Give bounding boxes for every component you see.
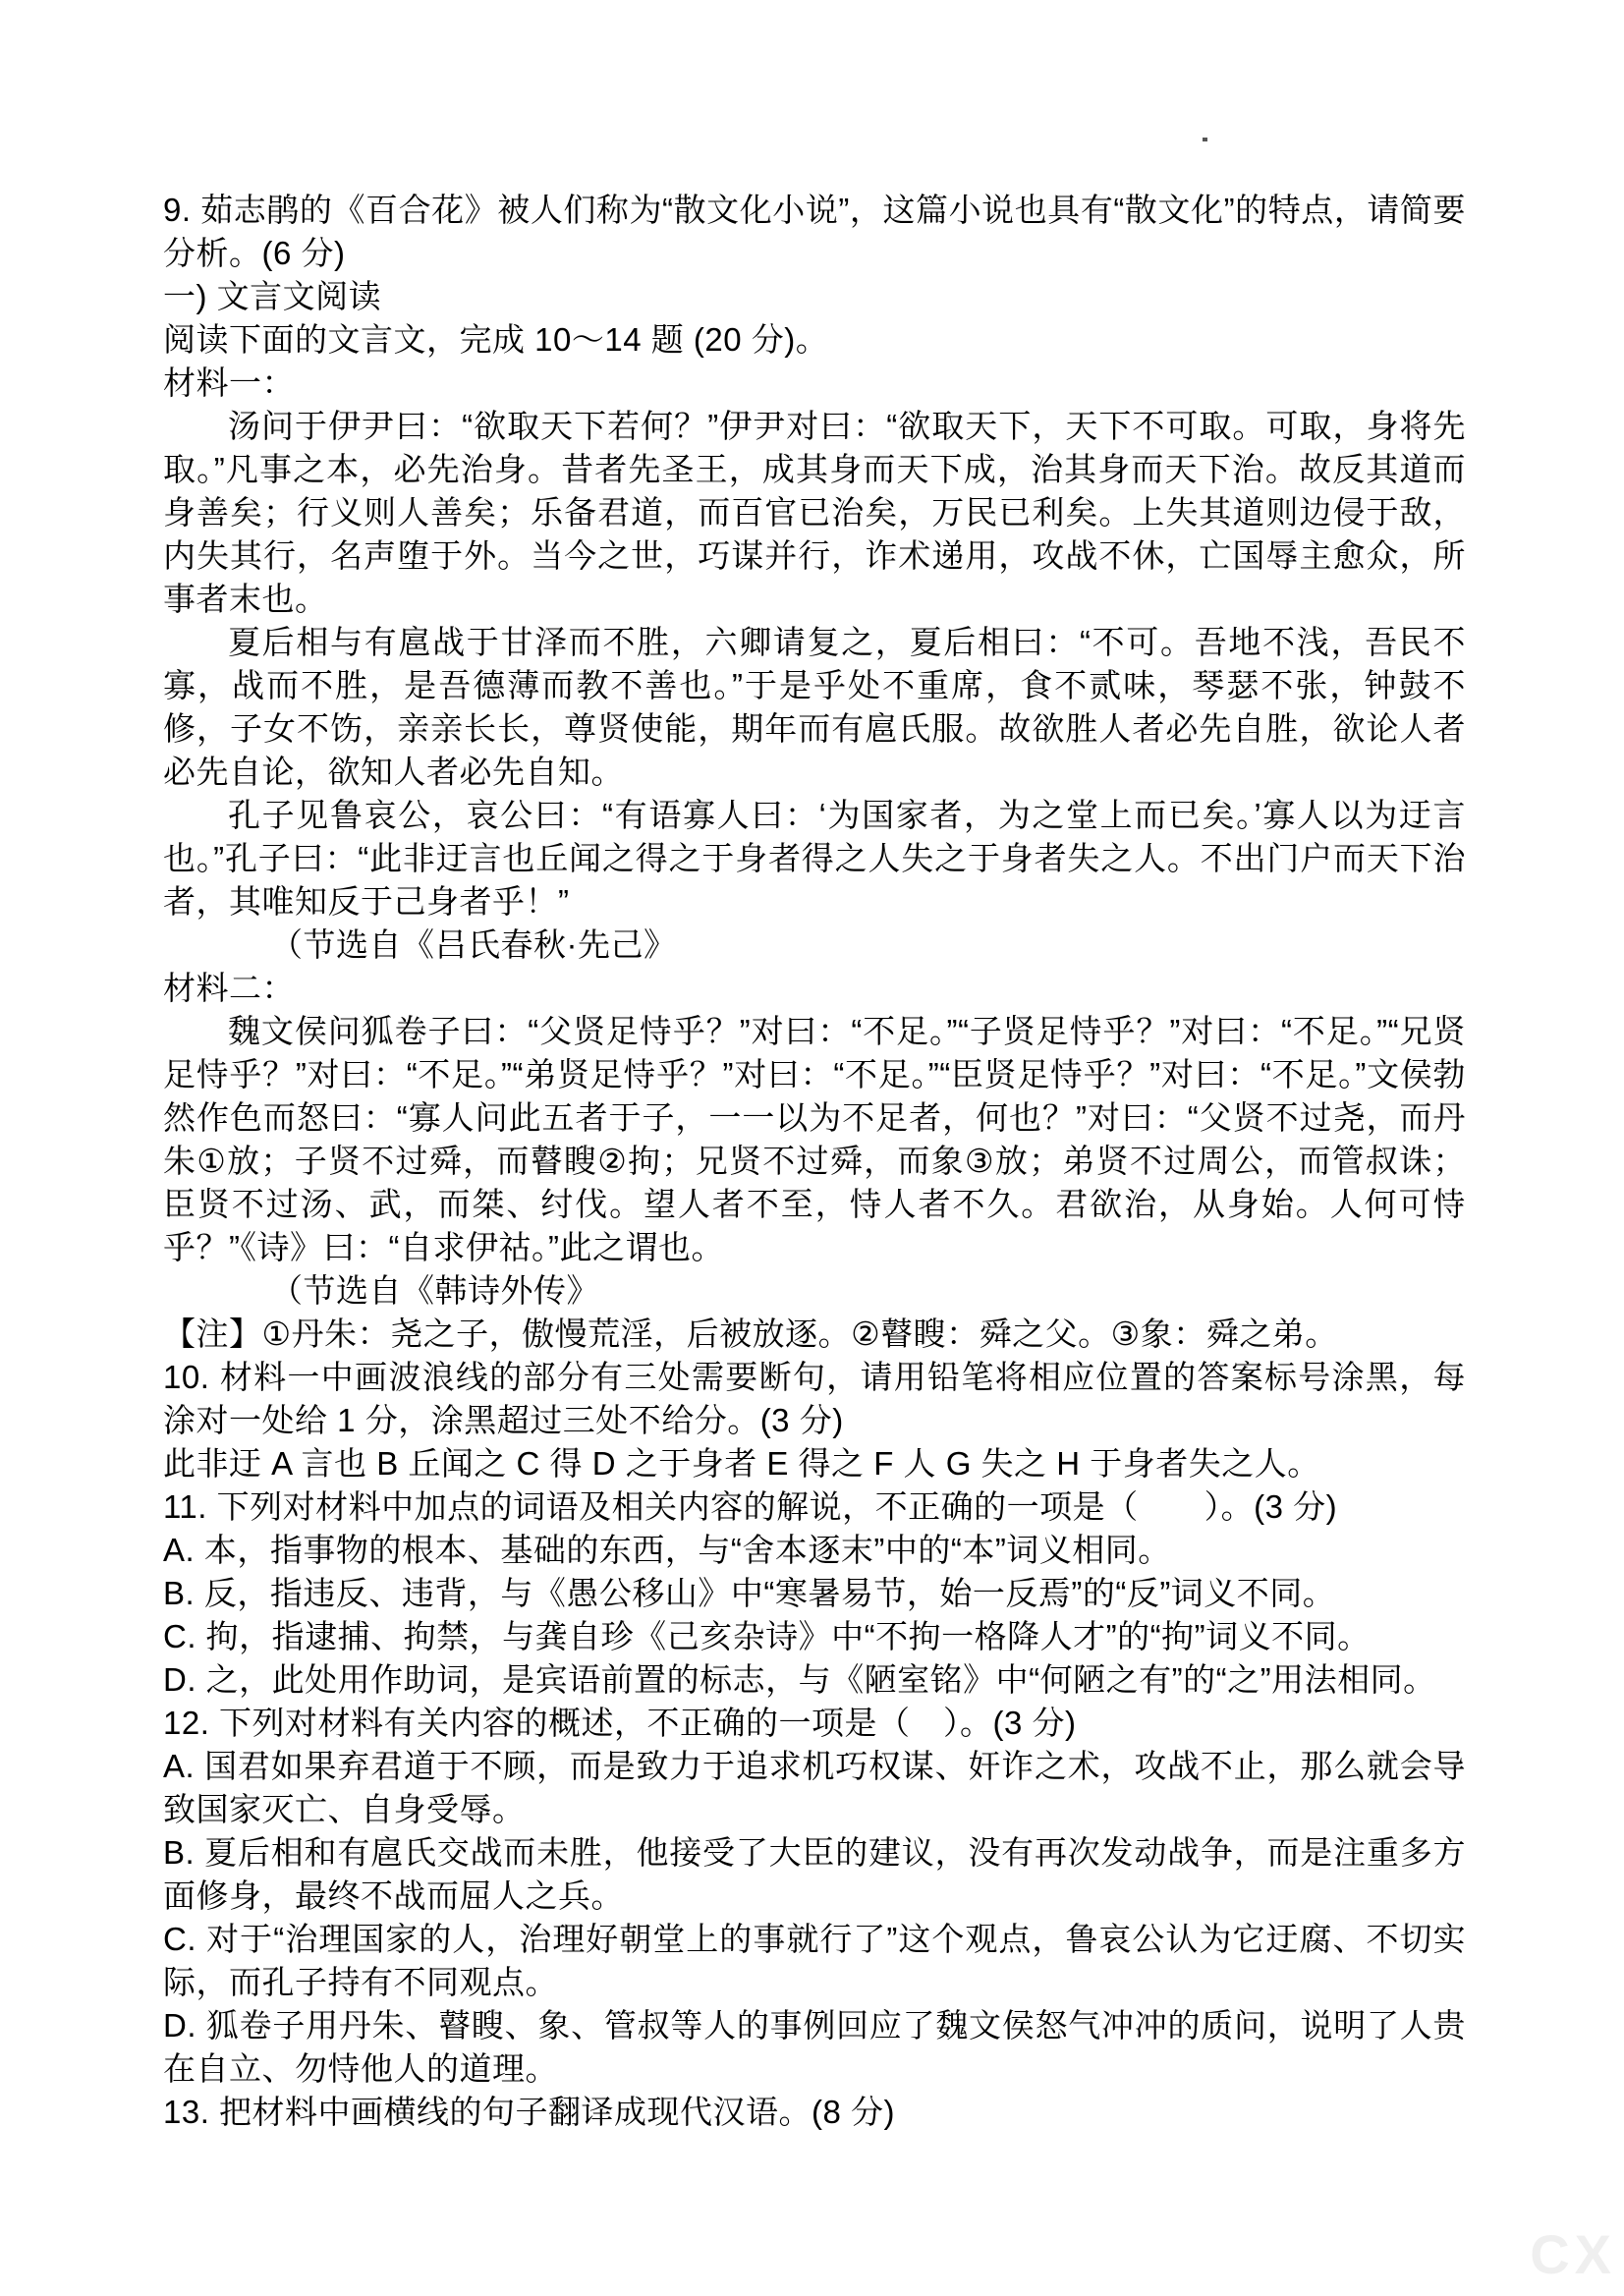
material-1-source: （节选自《吕氏春秋·先己》 [270, 926, 677, 963]
question-10-stem: 10. 材料一中画波浪线的部分有三处需要断句，请用铅笔将相应位置的答案标号涂黑，每涂对一处给 1 分，涂黑超过三处不给分。(3 分) [163, 1359, 1466, 1438]
footnote: 【注】①丹朱：尧之子，傲慢荒淫，后被放逐。②瞽瞍：舜之父。③象：舜之弟。 [163, 1316, 1338, 1352]
question-12-stem: 12. 下列对材料有关内容的概述，不正确的一项是（ ）。(3 分) [163, 1705, 1077, 1741]
question-10-sentence: 此非迂 A 言也 B 丘闻之 C 得 D 之于身者 E 得之 F 人 G 失之 H 于身者失之人。 [163, 1445, 1320, 1482]
question-9: 9. 茹志鹃的《百合花》被人们称为“散文化小说”，这篇小说也具有“散文化”的特点，请简要分析。(6 分) [163, 192, 1466, 271]
material-2-label: 材料二： [163, 970, 295, 1006]
question-11-option-d: D. 之，此处用作助词，是宾语前置的标志，与《陋室铭》中“何陋之有”的“之”用法相同。 [163, 1661, 1436, 1698]
watermark-cx: CX [1530, 2223, 1616, 2285]
question-11-stem: 11. 下列对材料中加点的词语及相关内容的解说，不正确的一项是（ ）。(3 分) [163, 1488, 1338, 1525]
question-11-option-b: B. 反，指违反、违背，与《愚公移山》中“寒暑易节，始一反焉”的“反”词义不同。 [163, 1575, 1336, 1611]
material-1-paragraph-2: 夏后相与有扈战于甘泽而不胜，六卿请复之，夏后相曰：“不可。吾地不浅，吾民不寡，战而不胜，是吾德薄而教不善也。”于是乎处不重席，食不贰味，琴瑟不张，钟鼓不修，子女不饬，亲亲长长，尊贤使能，期年而有扈氏服。故欲胜人者必先自胜，欲论人者必先自论，欲知人者必先自知。 [163, 624, 1466, 790]
material-1-label: 材料一： [163, 364, 295, 401]
material-1-paragraph-3: 孔子见鲁哀公，哀公曰：“有语寡人曰：‘为国家者，为之堂上而已矣。’寡人以为迂言也。”孔子曰：“此非迂言也丘闻之得之于身者得之人失之于身者失之人。不出门户而天下治者，其唯知反于己身者乎！” [163, 797, 1466, 920]
question-12-option-c: C. 对于“治理国家的人，治理好朝堂上的事就行了”这个观点，鲁哀公认为它迂腐、不切实际，而孔子持有不同观点。 [163, 1921, 1466, 2000]
question-12-option-b: B. 夏后相和有扈氏交战而未胜，他接受了大臣的建议，没有再次发动战争，而是注重多方面修身，最终不战而屈人之兵。 [163, 1834, 1466, 1914]
question-13-stem: 13. 把材料中画横线的句子翻译成现代汉语。(8 分) [163, 2094, 896, 2130]
section-heading: 一) 文言文阅读 [163, 278, 382, 314]
section-instruction: 阅读下面的文言文，完成 10～14 题 (20 分)。 [163, 321, 829, 358]
speck-artifact [1203, 138, 1207, 141]
exam-content [163, 189, 1466, 2134]
question-12-option-a: A. 国君如果弃君道于不顾，而是致力于追求机巧权谋、奸诈之术，攻战不止，那么就会导致国家灭亡、自身受辱。 [163, 1748, 1466, 1827]
question-11-option-a: A. 本，指事物的根本、基础的东西，与“舍本逐末”中的“本”词义相同。 [163, 1532, 1171, 1568]
question-12-option-d: D. 狐卷子用丹朱、瞽瞍、象、管叔等人的事例回应了魏文侯怒气冲冲的质问，说明了人贵在自立、勿恃他人的道理。 [163, 2007, 1466, 2087]
material-2-source: （节选自《韩诗外传》 [270, 1272, 599, 1309]
question-11-option-c: C. 拘，指逮捕、拘禁，与龚自珍《己亥杂诗》中“不拘一格降人才”的“拘”词义不同。 [163, 1618, 1371, 1654]
material-2-paragraph-1: 魏文侯问狐卷子曰：“父贤足恃乎？”对曰：“不足。”“子贤足恃乎？”对曰：“不足。”“兄贤足恃乎？”对曰：“不足。”“弟贤足恃乎？”对曰：“不足。”“臣贤足恃乎？”对曰：“不足。”文侯勃然作色而怒曰：“寡人问此五者于子，一一以为不足者，何也？”对曰：“父贤不过尧，而丹朱①放；子贤不过舜，而瞽瞍②拘；兄贤不过舜，而象③放；弟贤不过周公，而管叔诛；臣贤不过汤、武，而桀、纣伐。望人者不至，恃人者不久。君欲治，从身始。人何可恃乎？”《诗》曰：“自求伊祜。”此之谓也。 [163, 1013, 1466, 1265]
material-1-paragraph-1: 汤问于伊尹曰：“欲取天下若何？”伊尹对曰：“欲取天下，天下不可取。可取，身将先取。”凡事之本，必先治身。昔者先圣王，成其身而天下成，治其身而天下治。故反其道而身善矣；行义则人善矣；乐备君道，而百官已治矣，万民已利矣。上失其道则边侵于敌，内失其行，名声堕于外。当今之世，巧谋并行，诈术递用，攻战不休，亡国辱主愈众，所事者末也。 [163, 408, 1466, 617]
